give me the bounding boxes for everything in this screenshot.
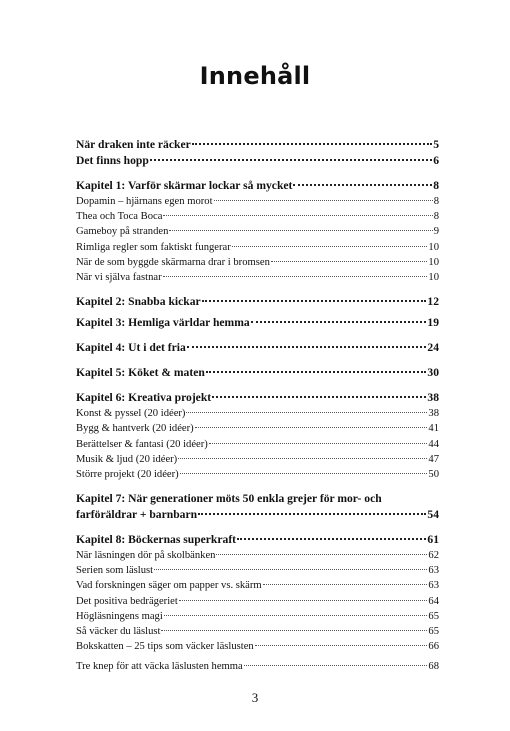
toc-entry-label: Kapitel 7: När generationer möts 50 enkla grejer för mor- och [76,492,382,506]
dot-leader [202,300,427,302]
toc-entry-page: 66 [428,641,439,653]
toc-entry-page: 61 [427,533,439,547]
dot-leader [251,321,427,323]
toc-entry-label: Berättelser & fantasi (20 idéer) [76,438,208,450]
toc-subentry[interactable] [76,548,439,563]
dot-leader [179,600,428,601]
toc-entry-page: 30 [427,366,439,380]
toc-subentry[interactable] [76,406,439,421]
toc-entry-label: Kapitel 3: Hemliga världar hemma [76,316,250,330]
toc-entry-page: 10 [428,256,439,268]
toc-entry[interactable] [76,390,439,406]
toc-entry-page: 44 [428,438,439,450]
toc-entry-label: Bygg & hantverk (20 idéer) [76,423,194,435]
toc-entry-label: Det positiva bedrägeriet [76,595,178,607]
toc-subentry[interactable] [76,209,439,224]
toc-subentry[interactable] [76,659,439,674]
toc-entry-label: Konst & pyssel (20 idéer) [76,408,186,420]
toc-entry-label: Kapitel 6: Kreativa projekt [76,391,212,405]
toc-subentry[interactable] [76,563,439,578]
toc-entry-page: 41 [428,423,439,435]
toc-subentry[interactable] [76,194,439,209]
toc-entry-page: 5 [433,138,439,151]
toc-entry-page: 10 [428,271,439,283]
dot-leader [198,513,426,515]
dot-leader [244,665,428,666]
toc-subentry[interactable] [76,224,439,239]
toc-entry-page: 54 [427,508,439,522]
toc-subentry[interactable] [76,270,439,285]
toc-subentry[interactable] [76,609,439,624]
toc-entry-label: När de som byggde skärmarna drar i bromsen [76,256,270,268]
dot-leader [255,645,428,646]
toc-subentry[interactable] [76,452,439,467]
toc-subentry[interactable] [76,255,439,270]
toc-subentry[interactable] [76,624,439,639]
toc-entry-page: 38 [428,408,439,420]
toc-entry-page: 63 [428,565,439,577]
table-of-contents [76,137,439,675]
toc-entry-label: Kapitel 4: Ut i det fria [76,341,186,355]
dot-leader [178,458,427,459]
toc-subentry[interactable] [76,578,439,593]
toc-entry-page: 65 [428,626,439,637]
dot-leader [293,184,432,186]
dot-leader [206,371,427,373]
toc-entry[interactable] [76,532,439,548]
toc-entry-label: Serien som läslust [76,565,154,577]
toc-entry-page: 8 [433,196,439,207]
toc-entry-label: Större projekt (20 idéer) [76,468,179,480]
toc-subentry[interactable] [76,467,439,482]
dot-leader [161,630,427,631]
dot-leader [192,143,432,145]
toc-entry-label: Kapitel 8: Böckernas superkraft [76,533,237,547]
toc-entry-label: När draken inte räcker [76,138,191,151]
toc-entry-label: Dopamin – hjärnans egen morot [76,196,213,207]
dot-leader [263,584,428,585]
toc-entry-page: 63 [428,580,439,592]
toc-subentry[interactable] [76,421,439,436]
toc-entry[interactable] [76,137,439,153]
toc-entry-label: Kapitel 5: Köket & maten [76,366,205,380]
toc-entry[interactable] [76,178,439,194]
toc-entry-label: Så väcker du läslust [76,626,161,637]
dot-leader [195,427,428,428]
page-title: Innehåll [199,62,311,90]
dot-leader [212,396,426,398]
toc-entry-label: Kapitel 2: Snabba kickar [76,295,201,309]
toc-entry-page: 65 [428,610,439,622]
toc-subentry[interactable] [76,639,439,654]
toc-entry-label: Rimliga regler som faktiskt fungerar [76,241,231,253]
toc-entry-page: 12 [427,295,439,309]
dot-leader [216,554,427,555]
toc-entry-page: 8 [433,179,439,192]
toc-entry-label: Musik & ljud (20 idéer) [76,453,178,465]
toc-entry-label: Kapitel 1: Varför skärmar lockar så mycket [76,179,293,192]
dot-leader [214,200,433,201]
toc-entry-page: 9 [433,226,439,238]
dot-leader [271,261,428,262]
toc-entry[interactable] [76,365,439,381]
dot-leader [237,538,426,540]
toc-entry-page: 24 [427,341,439,355]
toc-subentry[interactable] [76,240,439,255]
toc-subentry[interactable] [76,437,439,452]
toc-entry-page: 38 [427,391,439,405]
toc-entry-page: 50 [428,468,439,480]
dot-leader [232,246,428,247]
toc-entry-page: 62 [428,550,439,562]
toc-entry[interactable] [76,294,439,310]
dot-leader [163,276,428,277]
toc-entry-label: Bokskatten – 25 tips som väcker läslusten [76,641,254,653]
dot-leader [186,412,427,413]
toc-entry[interactable] [76,491,439,523]
toc-entry[interactable] [76,315,439,331]
toc-entry-page: 19 [427,316,439,330]
toc-entry[interactable] [76,153,439,169]
toc-entry-label: Gameboy på stranden [76,226,169,238]
toc-entry-label: Högläsningens magi [76,610,163,622]
toc-entry-label: Thea och Toca Boca [76,211,163,223]
dot-leader [180,473,428,474]
toc-entry[interactable] [76,340,439,356]
toc-entry-page: 8 [433,211,439,223]
dot-leader [209,443,428,444]
dot-leader [163,215,432,216]
dot-leader [169,230,432,231]
toc-entry-page: 68 [428,661,439,673]
toc-entry-page: 6 [433,154,439,167]
toc-entry-label: Det finns hopp [76,154,149,167]
toc-entry-page: 10 [428,241,439,253]
dot-leader [164,615,428,616]
toc-subentry[interactable] [76,594,439,609]
page-number: 3 [251,690,259,705]
toc-entry-label: Tre knep för att väcka läslusten hemma [76,661,243,673]
toc-entry-label: När läsningen dör på skolbänken [76,550,216,562]
toc-entry-page: 47 [428,453,439,465]
toc-entry-label: När vi själva fastnar [76,271,162,283]
dot-leader [150,159,432,161]
dot-leader [187,346,427,348]
toc-entry-page: 64 [428,595,439,607]
toc-entry-label-continued: farföräldrar + barnbarn [76,508,198,522]
toc-entry-label: Vad forskningen säger om papper vs. skärm [76,580,262,592]
dot-leader [154,569,427,570]
